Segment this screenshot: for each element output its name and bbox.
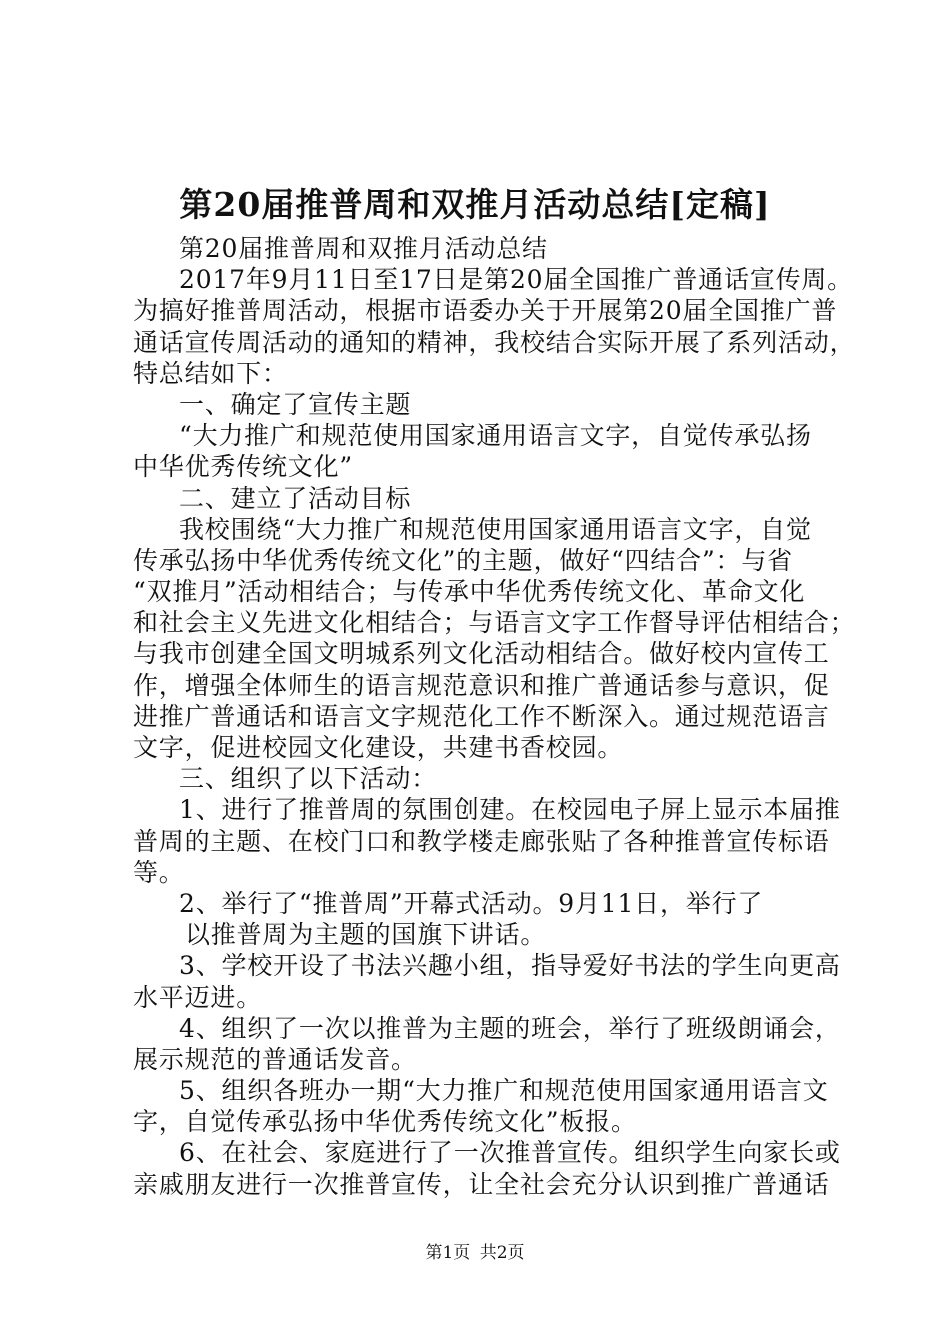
body-line: 和社会主义先进文化相结合；与语言文字工作督导评估相结合； bbox=[133, 608, 856, 638]
body-line: “大力推广和规范使用国家通用语言文字，自觉传承弘扬 bbox=[179, 421, 812, 451]
document-body bbox=[133, 233, 856, 1200]
body-line: 作，增强全体师生的语言规范意识和推广普通话参与意识，促 bbox=[133, 670, 830, 700]
body-line: 进推广普通话和语言文字规范化工作不断深入。通过规范语言 bbox=[133, 701, 830, 731]
body-line: 2、举行了“推普周”开幕式活动。9月11日，举行了 bbox=[179, 888, 764, 918]
body-line: 6、在社会、家庭进行了一次推普宣传。组织学生向家长或 bbox=[179, 1138, 841, 1168]
body-line: 特总结如下： bbox=[133, 358, 288, 388]
page-total: 共2页 bbox=[479, 1243, 525, 1263]
page-footer bbox=[0, 1241, 950, 1265]
body-line: 3、学校开设了书法兴趣小组，指导爱好书法的学生向更高 bbox=[179, 951, 841, 981]
body-line: 2017年9月11日至17日是第20届全国推广普通话宣传周。 bbox=[179, 265, 853, 295]
body-line: 与我市创建全国文明城系列文化活动相结合。做好校内宣传工 bbox=[133, 639, 830, 669]
section-heading-1: 一、确定了宣传主题 bbox=[179, 389, 412, 419]
body-line: 文字，促进校园文化建设，共建书香校园。 bbox=[133, 733, 624, 762]
section-heading-2: 二、建立了活动目标 bbox=[179, 483, 412, 513]
body-line: “双推月”活动相结合；与传承中华优秀传统文化、革命文化 bbox=[133, 577, 806, 607]
body-line: 1、进行了推普周的氛围创建。在校园电子屏上显示本届推 bbox=[179, 795, 841, 825]
section-heading-3: 三、组织了以下活动： bbox=[179, 764, 438, 794]
body-line: 通话宣传周活动的通知的精神，我校结合实际开展了系列活动， bbox=[133, 327, 856, 357]
body-line: 以推普周为主题的国旗下讲话。 bbox=[185, 920, 547, 950]
body-line: 普周的主题、在校门口和教学楼走廊张贴了各种推普宣传标语 bbox=[133, 826, 830, 856]
body-line: 展示规范的普通话发音。 bbox=[133, 1044, 417, 1074]
body-line: 水平迈进。 bbox=[133, 982, 263, 1012]
document-title: 第20届推普周和双推月活动总结[定稿] bbox=[179, 185, 771, 224]
body-line: 我校围绕“大力推广和规范使用国家通用语言文字，自觉 bbox=[179, 514, 812, 544]
body-line: 亲戚朋友进行一次推普宣传，让全社会充分认识到推广普通话 bbox=[133, 1169, 830, 1199]
body-line: 4、组织了一次以推普为主题的班会，举行了班级朗诵会， bbox=[179, 1013, 841, 1043]
body-line: 中华优秀传统文化” bbox=[133, 452, 353, 482]
body-line: 为搞好推普周活动，根据市语委办关于开展第20届全国推广普 bbox=[133, 296, 838, 326]
page-number: 第1页 bbox=[425, 1243, 471, 1263]
body-line: 字，自觉传承弘扬中华优秀传统文化”板报。 bbox=[133, 1107, 637, 1137]
body-line-subtitle: 第20届推普周和双推月活动总结 bbox=[179, 234, 548, 263]
body-line: 等。 bbox=[133, 857, 185, 887]
body-line: 5、组织各班办一期“大力推广和规范使用国家通用语言文 bbox=[179, 1076, 829, 1106]
body-line: 传承弘扬中华优秀传统文化”的主题，做好“四结合”：与省 bbox=[133, 545, 793, 575]
